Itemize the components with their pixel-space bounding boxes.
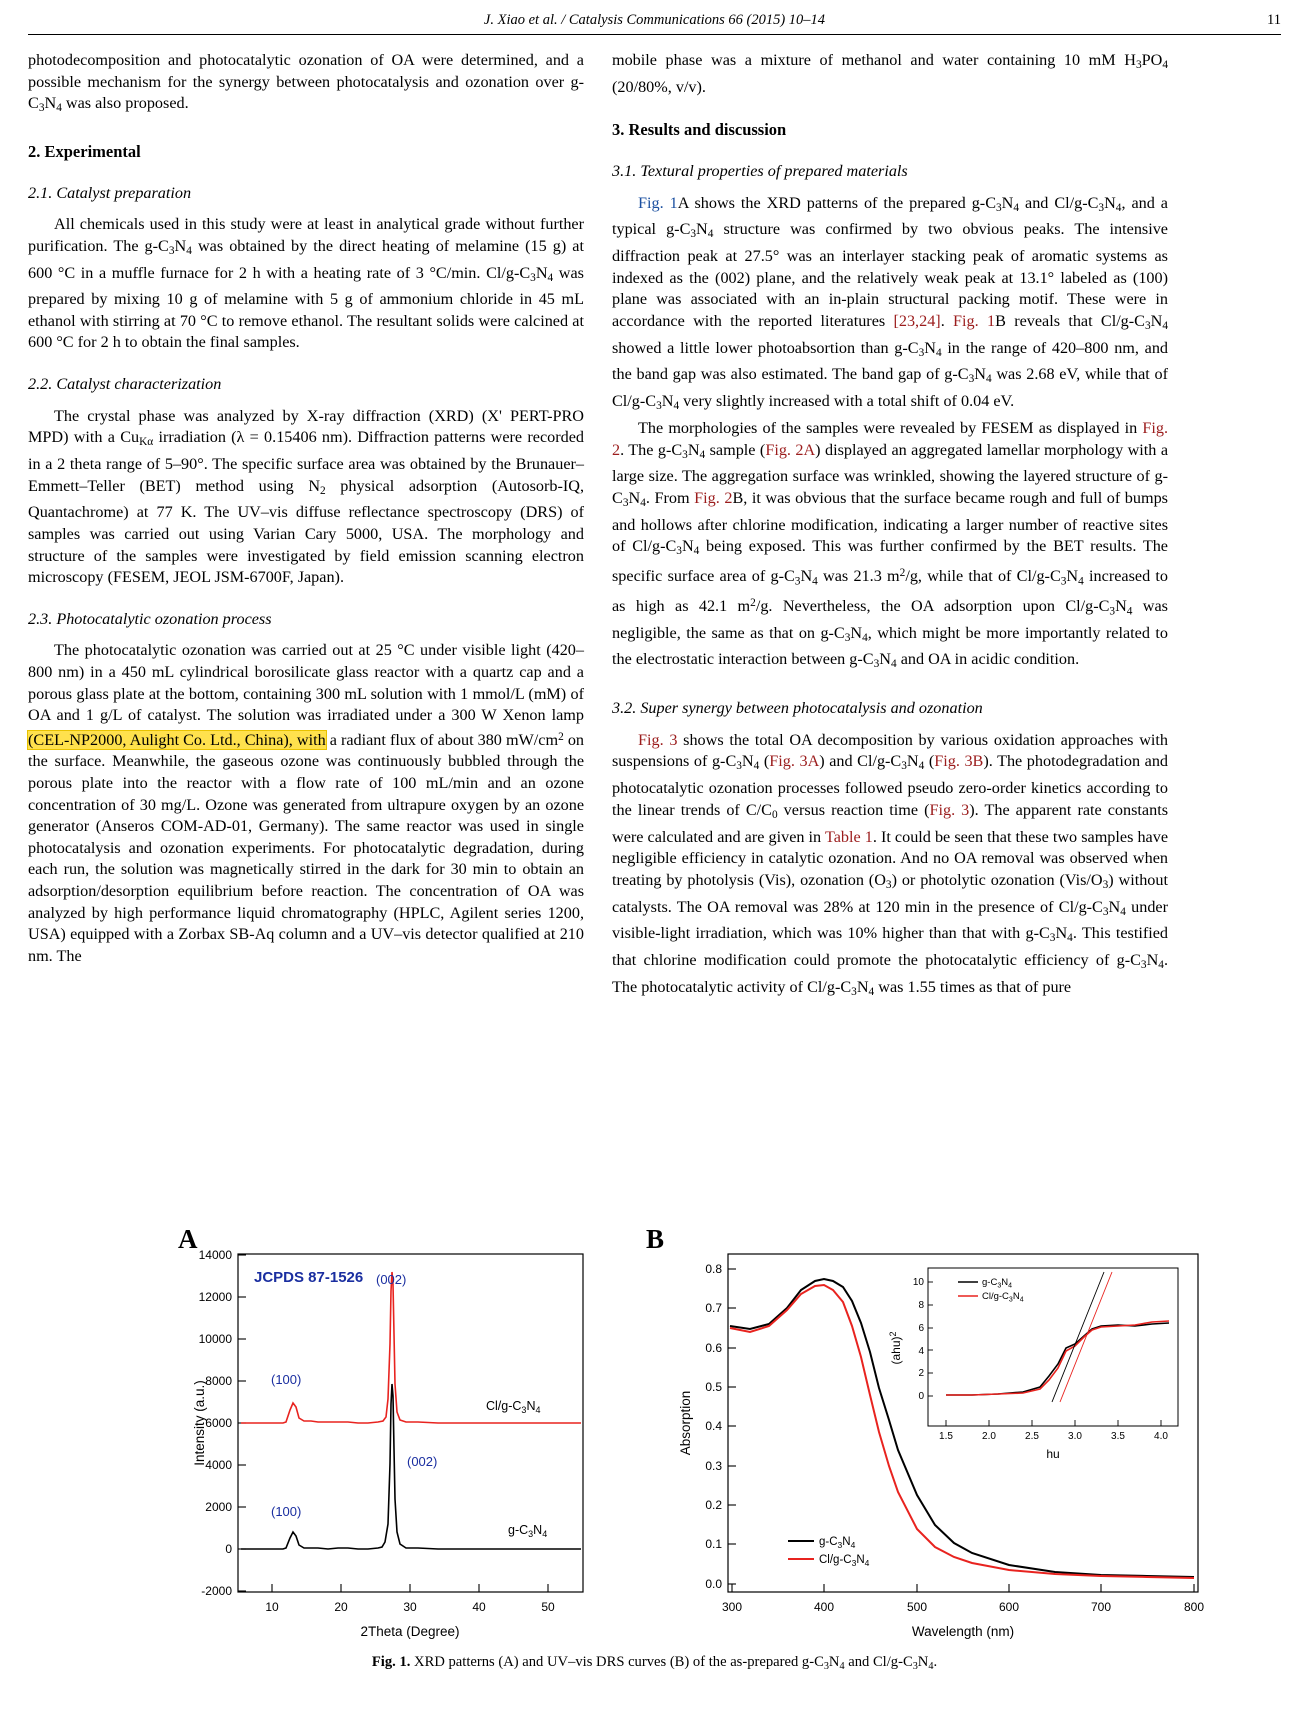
paragraph-catalyst-preparation: All chemicals used in this study were at least in analytical grade without further purification. The $g-C_3N_4$ was obtained by the direct heating of melamine (15 g) at 600 °C in a muffle furnace for 2 h with a heating rate of 3 °C/min. $Cl/g-C_3N_4$ was prepared by mixing 10 g of melamine with 5 g of ammonium chloride in 45 mL ethanol with stirring at 70 °C to remove ethanol. The resultant solids were calcined at 600 °C for 2 h to obtain the final samples. <box>28 215 584 352</box>
heading-section-2-2: 2.2. Catalyst characterization <box>28 375 222 394</box>
annotation-peak-100-top: (100) <box>271 1372 302 1387</box>
svg-text:6000: 6000 <box>205 1416 232 1430</box>
svg-text:0: 0 <box>225 1542 232 1556</box>
svg-text:400: 400 <box>813 1600 835 1614</box>
page-number: 11 <box>1267 12 1281 28</box>
paragraph-textural-properties-2: The morphologies of the samples were revealed by FESEM as displayed in Fig. 2. The $g-C_3N_4$ sample (Fig. 2A) displayed an aggregated lamellar morphology with a large size. The aggregation surface was wrinkled, showing the layered structure of $g-C_3N_4$. From Fig. 2B, it was obvious that the surface became rough and full of bumps and hollows after chlorine modification, indicating a larger number of reactive sites of $Cl/g-C_3N_4$ being exposed. This was further confirmed by the BET results. The specific surface area of $g-C_3N_4$ was 21.3 $m^2/g$, while that of $Cl/g-C_3N_4$ increased to as high as 42.1 $m^2/g$. Nevertheless, the OA adsorption upon $Cl/g-C_3N_4$ was negligible, the same as that on $g-C_3N_4$, which might be more importantly related to the electrostatic interaction between $g-C_3N_4$ and OA in acidic condition. <box>612 418 1168 671</box>
svg-text:0.5: 0.5 <box>705 1380 722 1394</box>
svg-text:50: 50 <box>541 1600 555 1614</box>
inset-xlabel: hu <box>1046 1447 1060 1461</box>
svg-text:g-C3N4: $g-C_3N_4$ <box>982 1277 1012 1290</box>
svg-text:12000: 12000 <box>198 1290 232 1304</box>
svg-text:8: 8 <box>918 1300 924 1311</box>
panel-label-b: B <box>646 1224 665 1254</box>
svg-text:500: 500 <box>906 1600 928 1614</box>
svg-text:6: 6 <box>918 1323 924 1334</box>
svg-text:700: 700 <box>1090 1600 1112 1614</box>
panel-a-xlabel: 2Theta (Degree) <box>360 1624 460 1639</box>
heading-section-2-3: 2.3. Photocatalytic ozonation process <box>28 609 272 628</box>
svg-text:Cl/g-C3N4: $Cl/g-C_3N_4$ <box>819 1554 870 1568</box>
svg-text:0.1: 0.1 <box>705 1537 722 1551</box>
xref-table1[interactable]: Table 1 <box>824 827 873 846</box>
svg-text:0.7: 0.7 <box>705 1301 722 1315</box>
xref-fig3[interactable]: Fig. 3 <box>638 730 678 749</box>
header-divider <box>28 34 1281 35</box>
paragraph-continued-left: photodecomposition and photocatalytic ozonation of OA were determined, and a possible mechanism for the synergy between photocatalysis and ozonation over $g-C_3N_4$ was also proposed. <box>28 51 584 115</box>
panel-a-ylabel: Intensity (a.u.) <box>192 1380 207 1466</box>
heading-section-3: 3. Results and discussion <box>612 120 787 140</box>
svg-text:10: 10 <box>912 1277 924 1288</box>
xref-fig2b[interactable]: Fig. 2 <box>694 488 733 507</box>
svg-text:2.5: 2.5 <box>1025 1431 1039 1442</box>
heading-section-3-2: 3.2. Super synergy between photocatalysis and ozonation <box>612 699 983 718</box>
svg-text:10000: 10000 <box>198 1332 232 1346</box>
svg-text:2: 2 <box>918 1368 924 1379</box>
svg-text:1.5: 1.5 <box>939 1431 953 1442</box>
panel-b-xlabel: Wavelength (nm) <box>911 1624 1015 1639</box>
series-label-clgc3n4: $Cl/g-C_3N_4$ <box>486 1399 541 1415</box>
annotation-jcpds: JCPDS 87-1526 <box>254 1269 364 1286</box>
svg-text:3.0: 3.0 <box>1068 1431 1082 1442</box>
chart-panel-b <box>628 1224 1278 1694</box>
citation-23-24[interactable]: [23,24] <box>893 311 941 330</box>
svg-text:0.4: 0.4 <box>705 1419 722 1433</box>
spacer <box>612 676 1168 694</box>
xref-fig2a[interactable]: Fig. 2A <box>765 440 816 459</box>
paragraph-continued-right: mobile phase was a mixture of methanol and water containing 10 mM $H_3PO_4$ (20/80%, v/v). <box>612 51 1168 96</box>
heading-section-2: 2. Experimental <box>28 141 141 161</box>
svg-text:8000: 8000 <box>205 1374 232 1388</box>
running-head-title: J. Xiao et al. / Catalysis Communications 66 (2015) 10–14 <box>483 12 826 28</box>
svg-text:0.8: 0.8 <box>705 1262 722 1276</box>
panel-b-legend <box>788 1536 870 1568</box>
figure-1 <box>28 1224 1281 1694</box>
svg-text:14000: 14000 <box>198 1248 232 1262</box>
svg-text:4: 4 <box>918 1346 924 1357</box>
svg-text:g-C3N4: $g-C_3N_4$ <box>819 1536 856 1550</box>
paragraph-catalyst-characterization: The crystal phase was analyzed by X-ray diffraction (XRD) (X' PERT-PRO MPD) with a $Cu_{K\alpha}$ irradiation (λ = 0.15406 nm). Diffraction patterns were recorded in a 2 theta range of 5–90°. The specific surface area was obtained by the Brunauer–Emmett–Teller (BET) method using $N_2$ physical adsorption (Autosorb-IQ, Quantachrome) at 77 K. The UV–vis diffuse reflectance spectroscopy (DRS) of samples was carried out using Varian Cary 5000, USA. The morphology and structure of the samples were investigated by field emission scanning electron microscopy (FESEM, JEOL JSM-6700F, Japan). <box>28 406 584 587</box>
left-column <box>28 50 584 967</box>
svg-text:800: 800 <box>1183 1600 1205 1614</box>
svg-text:3.5: 3.5 <box>1111 1431 1125 1442</box>
xref-fig3-kinetics[interactable]: Fig. 3 <box>929 800 970 819</box>
annotation-peak-002-top: (002) <box>376 1272 407 1287</box>
figure-caption <box>28 1654 1281 1672</box>
svg-text:600: 600 <box>998 1600 1020 1614</box>
series-label-gc3n4: $g-C_3N_4$ <box>508 1523 548 1539</box>
svg-text:0.6: 0.6 <box>705 1341 722 1355</box>
xref-fig1b[interactable]: Fig. 1 <box>953 311 996 330</box>
svg-text:0.3: 0.3 <box>705 1459 722 1473</box>
svg-text:20: 20 <box>334 1600 348 1614</box>
xref-fig1a[interactable]: Fig. 1 <box>638 193 678 212</box>
right-column <box>612 50 1168 1004</box>
inset-ylabel: (ahu)$^2$ <box>888 1331 903 1365</box>
svg-text:0.0: 0.0 <box>705 1577 722 1591</box>
running-head <box>0 10 1309 40</box>
paragraph-photocatalytic-ozonation-process: The photocatalytic ozonation was carried out at 25 °C under visible light (420–800 nm) in a 450 mL cylindrical borosilicate glass reactor with a quartz cap and a porous glass plate at the bottom, containing 300 mL solution with 1 mmol/L (mM) of OA and 1 g/L of catalyst. The solution was irradiated under a 300 W Xenon lamp (CEL-NP2000, Aulight Co. Ltd., China), with a radiant flux of about 380 $mW/cm^2$ on the surface. Meanwhile, the gaseous ozone was continuously bubbled through the porous plate into the reactor with a flow rate of 100 mL/min and an ozone concentration of 30 mg/L. Ozone was generated from ultrapure oxygen by an ozone generator (Anseros COM-AD-01, Germany). The same reactor was used in single photocatalysis and ozonation experiments. For photocatalytic degradation, during each run, the solution was magnetically stirred in the dark for 30 min to obtain an adsorption/desorption equilibrium before reaction. The concentration of OA was analyzed by high performance liquid chromatography (HPLC, Agilent series 1200, USA) equipped with a Zorbax SB-Aq column and a UV–vis detector qualified at 210 nm. The <box>28 641 585 965</box>
svg-text:2000: 2000 <box>205 1500 232 1514</box>
xref-fig3a[interactable]: Fig. 3A <box>769 752 820 771</box>
annotation-peak-002-bottom: (002) <box>407 1454 438 1469</box>
panel-b-ylabel: Absorption <box>678 1390 693 1456</box>
svg-text:300: 300 <box>721 1600 743 1614</box>
svg-text:0: 0 <box>918 1391 924 1402</box>
highlighted-text: (CEL-NP2000, Aulight Co. Ltd., China), with <box>28 730 326 749</box>
svg-text:4000: 4000 <box>205 1458 232 1472</box>
xref-fig2[interactable]: Fig. 2 <box>612 418 1168 459</box>
heading-section-3-1: 3.1. Textural properties of prepared materials <box>612 161 908 180</box>
svg-text:Cl/g-C3N4: $Cl/g-C_3N_4$ <box>982 1291 1024 1304</box>
panel-label-a: A <box>178 1224 198 1254</box>
annotation-peak-100-bottom: (100) <box>271 1504 302 1519</box>
figure-caption-text: XRD patterns (A) and UV–vis DRS curves (B) of the as-prepared $g-C_3N_4$ and $Cl/g-C_3N_4$. <box>410 1654 938 1672</box>
chart-panel-a <box>28 1224 628 1694</box>
svg-text:4.0: 4.0 <box>1154 1431 1168 1442</box>
panel-b-inset <box>888 1268 1178 1461</box>
xref-fig3b[interactable]: Fig. 3B <box>934 752 984 771</box>
svg-text:40: 40 <box>472 1600 486 1614</box>
figure-caption-label: Fig. 1. <box>371 1654 411 1670</box>
svg-text:-2000: -2000 <box>201 1584 232 1598</box>
svg-text:10: 10 <box>265 1600 279 1614</box>
paragraph-super-synergy: Fig. 3 shows the total OA decomposition by various oxidation approaches with suspensions of $g-C_3N_4$ (Fig. 3A) and $Cl/g-C_3N_4$ (Fig. 3B). The photodegradation and photocatalytic ozonation processes followed pseudo zero-order kinetics according to the linear trends of $C/C_0$ versus reaction time (Fig. 3). The apparent rate constants were calculated and are given in Table 1. It could be seen that these two samples have negligible efficiency in catalytic ozonation. And no OA removal was observed when treating by photolysis (Vis), ozonation $(O_3)$ or photolytic ozonation $(Vis/O_3)$ without catalysts. The OA removal was 28% at 120 min in the presence of $Cl/g-C_3N_4$ under visible-light irradiation, which was 10% higher than that with $g-C_3N_4$. This testified that chlorine modification could promote the photocatalytic efficiency of $g-C_3N_4$. The photocatalytic activity of $Cl/g-C_3N_4$ was 1.55 times as that of pure <box>612 730 1169 998</box>
paragraph-textural-properties-1: Fig. 1A shows the XRD patterns of the prepared $g-C_3N_4$ and $Cl/g-C_3N_4$, and a typical $g-C_3N_4$ structure was confirmed by two obvious peaks. The intensive diffraction peak at 27.5° was an interlayer stacking peak of aromatic systems as indexed as the (002) plane, and the relatively weak peak at 13.1° labeled as (100) plane was associated with an in-plain structural packing motif. These were in accordance with the reported literatures [23,24]. Fig. 1B reveals that $Cl/g-C_3N_4$ showed a little lower photoabsortion than $g-C_3N_4$ in the range of 420–800 nm, and the band gap was also estimated. The band gap of $g-C_3N_4$ was 2.68 eV, while that of $Cl/g-C_3N_4$ very slightly increased with a total shift of 0.04 eV. <box>612 193 1169 413</box>
heading-section-2-1: 2.1. Catalyst preparation <box>28 183 192 202</box>
svg-text:0.2: 0.2 <box>705 1498 722 1512</box>
svg-text:2.0: 2.0 <box>982 1431 996 1442</box>
svg-text:30: 30 <box>403 1600 417 1614</box>
